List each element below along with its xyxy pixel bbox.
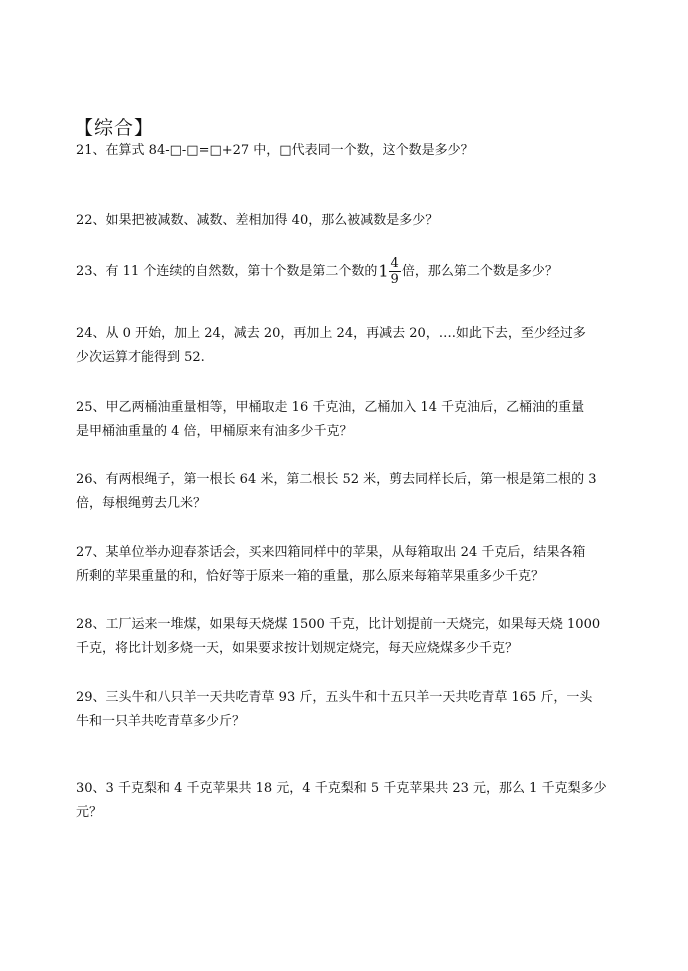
question-24-line-1: 24、从 0 开始，加上 24，减去 20，再加上 24，再减去 20，….如此下去，至少经过多 bbox=[76, 326, 586, 341]
question-25-line-2: 是甲桶油重量的 4 倍，甲桶原来有油多少千克？ bbox=[76, 424, 353, 439]
question-21 bbox=[76, 139, 620, 163]
section-title: 【综合】 bbox=[74, 117, 155, 139]
question-21-line-1: 21、在算式 84-□-□=□+27 中，□代表同一个数，这个数是多少？ bbox=[76, 143, 474, 158]
question-30 bbox=[76, 777, 620, 825]
question-22-line-1: 22、如果把被减数、减数、差相加得 40，那么被减数是多少？ bbox=[76, 213, 439, 228]
question-28-line-1: 28、工厂运来一堆煤，如果每天烧煤 1500 千克，比计划提前一天烧完，如果每天烧 1000 bbox=[76, 617, 601, 632]
question-27-line-1: 27、某单位举办迎春茶话会，买来四箱同样中的苹果，从每箱取出 24 千克后，结果各箱 bbox=[76, 545, 586, 560]
question-24 bbox=[76, 322, 620, 370]
fraction-whole: 1 bbox=[378, 261, 389, 281]
question-23 bbox=[76, 257, 620, 286]
fraction-stack bbox=[389, 257, 401, 286]
question-26 bbox=[76, 468, 620, 516]
question-28 bbox=[76, 613, 620, 661]
question-23-text-before: 23、有 11 个连续的自然数，第十个数是第二个数的 bbox=[76, 264, 378, 279]
question-26-line-1: 26、有两根绳子，第一根长 64 米，第二根长 52 米，剪去同样长后，第一根是第二根的 3 bbox=[76, 472, 597, 487]
question-24-line-2: 少次运算才能得到 52. bbox=[76, 350, 205, 365]
fraction-denominator: 9 bbox=[390, 272, 399, 287]
question-27 bbox=[76, 541, 620, 589]
question-28-line-2: 千克，将比计划多烧一天，如果要求按计划规定烧完，每天应烧煤多少千克？ bbox=[76, 641, 519, 656]
question-30-line-1: 30、3 千克梨和 4 千克苹果共 18 元，4 千克梨和 5 千克苹果共 23 元，那么 1 千克梨多少 bbox=[76, 781, 607, 796]
question-29-line-2: 牛和一只羊共吃青草多少斤？ bbox=[76, 714, 246, 729]
fraction-numerator: 4 bbox=[390, 256, 399, 271]
question-22 bbox=[76, 209, 620, 233]
question-26-line-2: 倍，每根绳剪去几米？ bbox=[76, 496, 207, 511]
question-29-line-1: 29、三头牛和八只羊一天共吃青草 93 斤，五头牛和十五只羊一天共吃青草 165 斤，一头 bbox=[76, 690, 593, 705]
question-25-line-1: 25、甲乙两桶油重量相等，甲桶取走 16 千克油，乙桶加入 14 千克油后，乙桶油的重量 bbox=[76, 400, 585, 415]
question-27-line-2: 所剩的苹果重量的和，恰好等于原来一箱的重量，那么原来每箱苹果重多少千克？ bbox=[76, 569, 545, 584]
question-23-text-after: 倍，那么第二个数是多少？ bbox=[401, 264, 558, 279]
question-30-line-2: 元？ bbox=[76, 805, 103, 820]
question-25 bbox=[76, 396, 620, 444]
question-29 bbox=[76, 686, 620, 734]
mixed-fraction bbox=[378, 257, 400, 286]
